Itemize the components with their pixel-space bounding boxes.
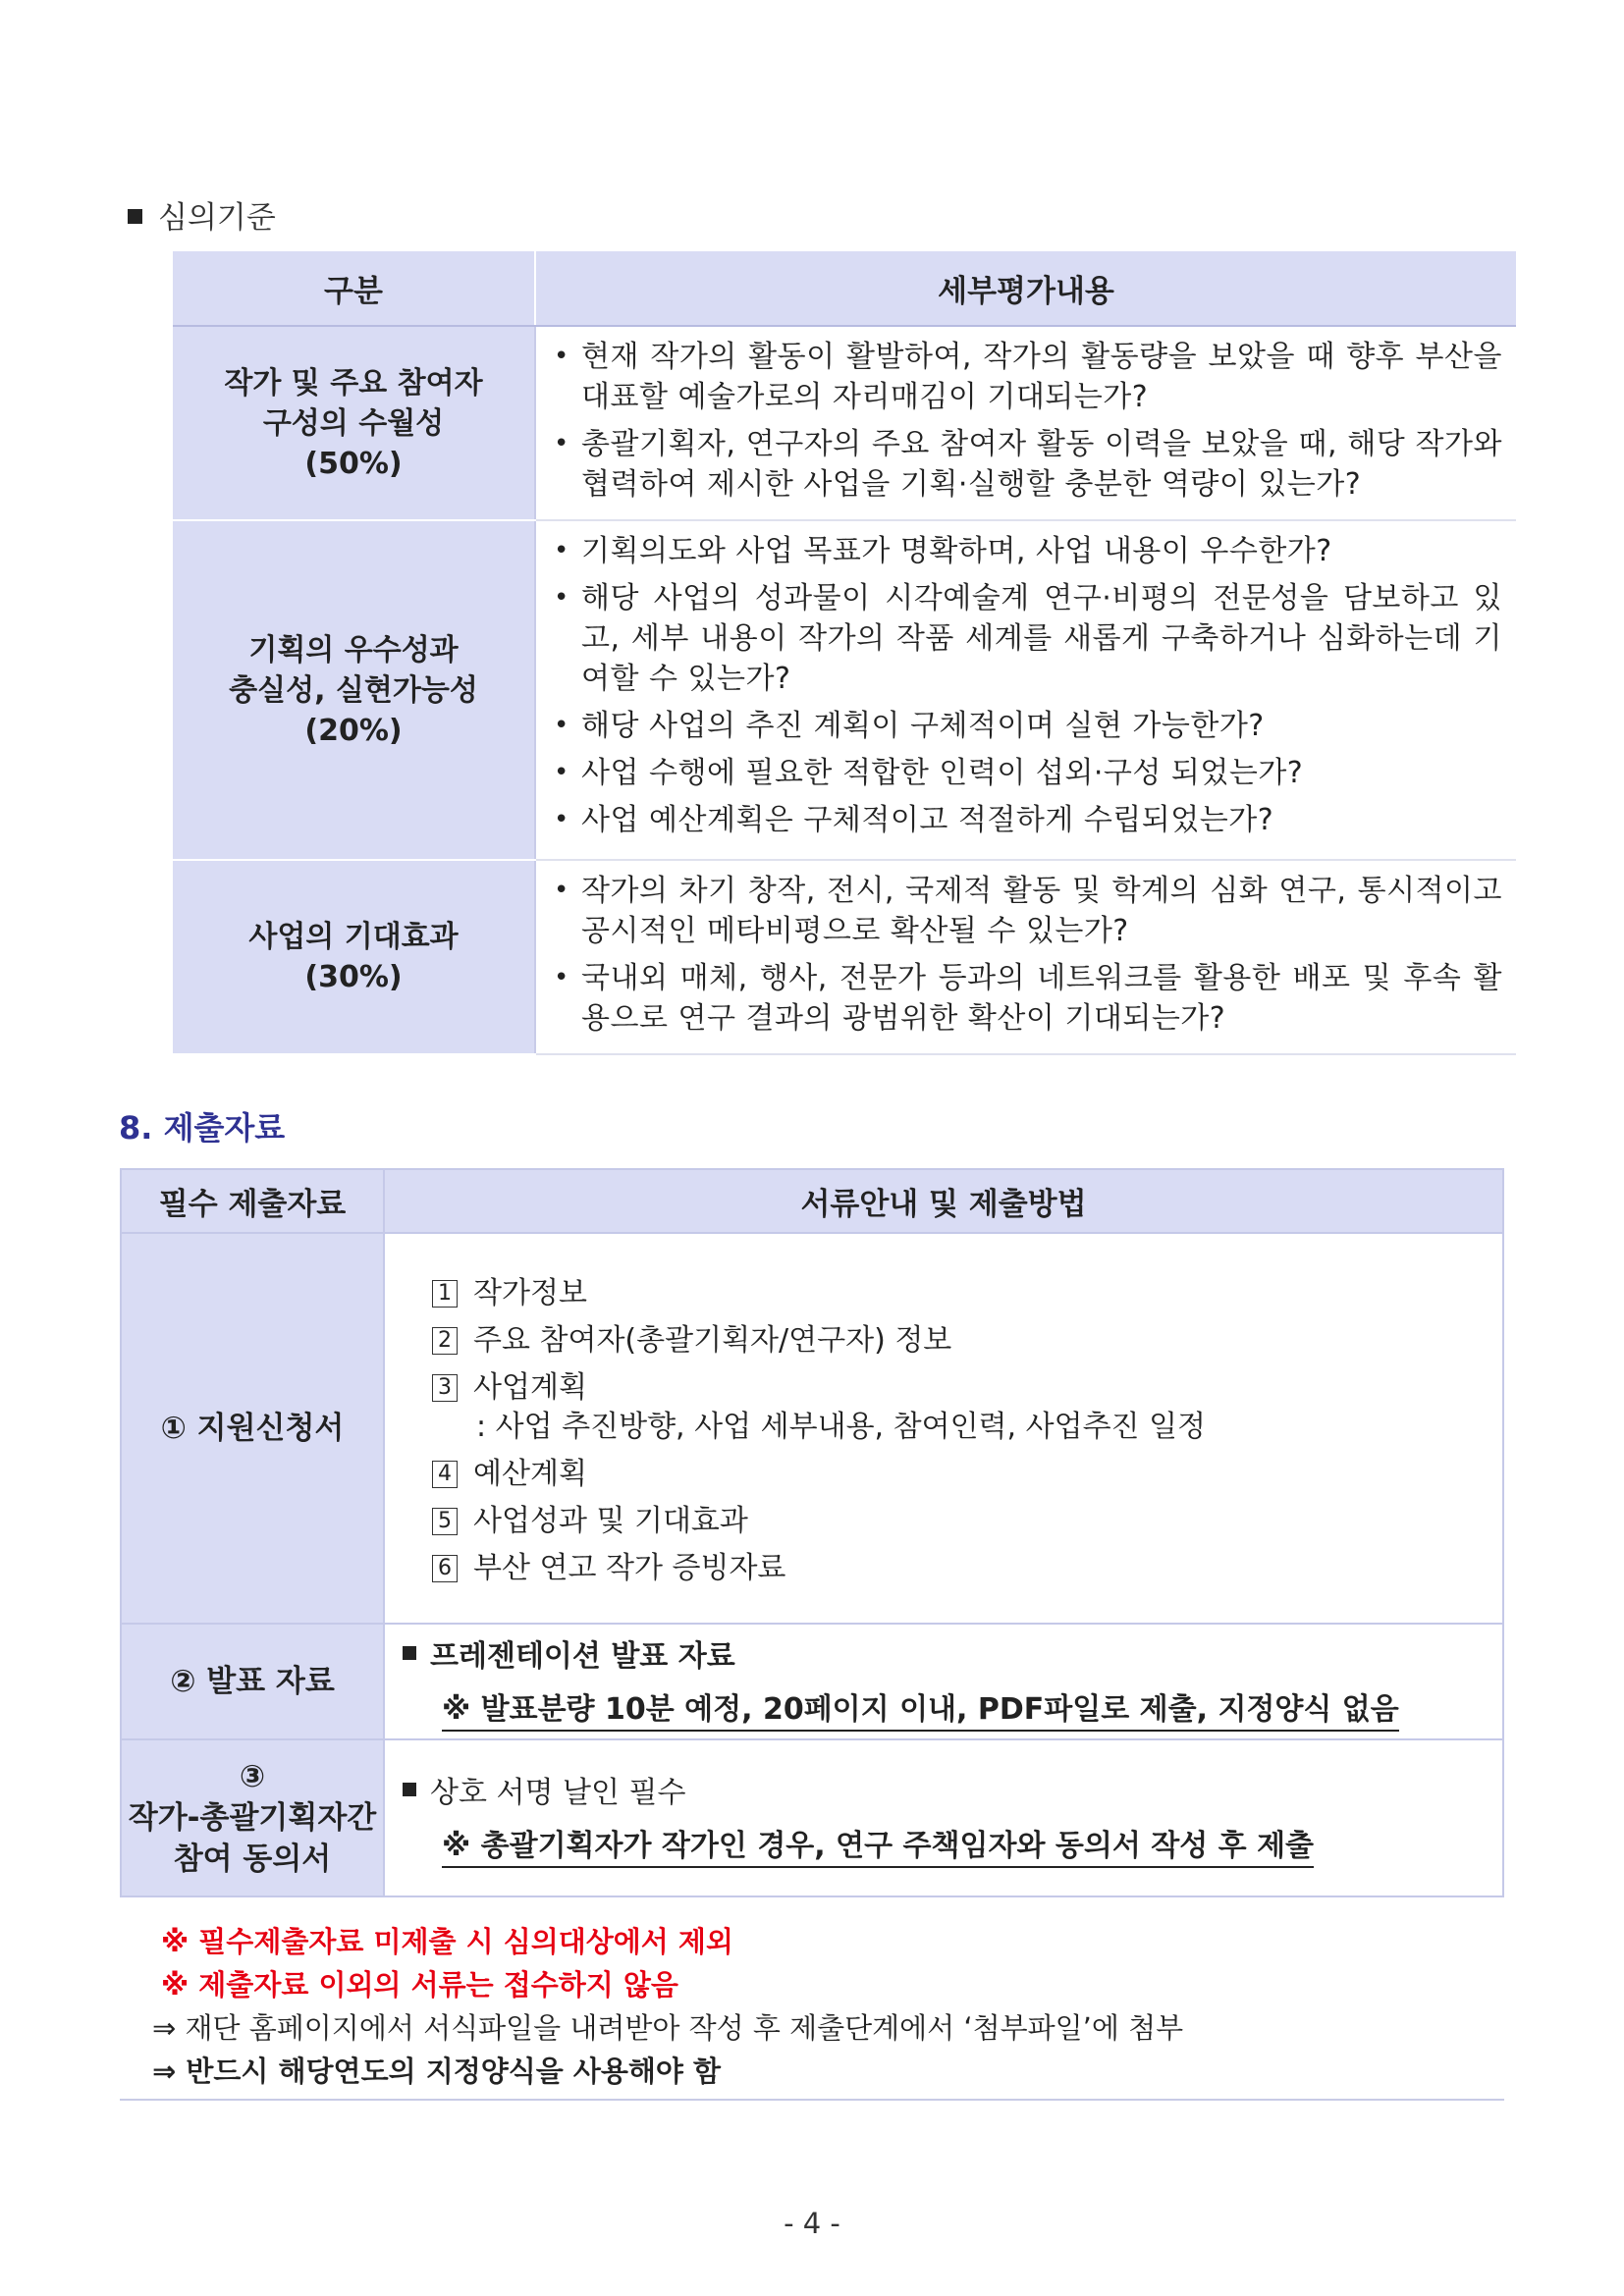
presentation-details [384,1624,1503,1739]
square-bullet-icon [403,1783,416,1796]
submission-row-agreement [121,1739,1503,1896]
criteria-item: • 작가의 차기 창작, 전시, 국제적 활동 및 학계의 심화 연구, 통시적이고 공시적인 메타비평으로 확산될 수 있는가? [554,871,1502,951]
application-details [384,1233,1503,1624]
criteria-item: • 국내외 매체, 행사, 전문가 등과의 네트워크를 활용한 배포 및 후속 활용으로 연구 결과의 광범위한 확산이 기대되는가? [554,958,1502,1039]
criteria-row [173,520,1516,860]
presentation-item: 프레젠테이션 발표 자료 [385,1631,1502,1675]
agreement-details [384,1739,1503,1896]
numbered-box-icon: 6 [432,1555,458,1582]
criteria-row [173,860,1516,1054]
list-item-subtext: : 사업 추진방향, 사업 세부내용, 참여인력, 사업추진 일정 [476,1410,1207,1444]
presentation-label: ② 발표 자료 [121,1624,384,1739]
criteria-header-category: 구분 [173,251,535,326]
criteria-item: • 해당 사업의 추진 계획이 구체적이며 실현 가능한가? [554,706,1502,746]
guide-note: ⇒ 반드시 해당연도의 지정양식을 사용해야 함 [152,2055,722,2088]
numbered-box-icon: 1 [432,1280,458,1308]
criteria-details [535,326,1516,520]
criteria-item: • 해당 사업의 성과물이 시각예술계 연구·비평의 전문성을 담보하고 있고, 세부 내용이 작가의 작품 세계를 새롭게 구축하거나 심화하는데 기여할 수 있는가? [554,578,1502,699]
criteria-item: • 사업 예산계획은 구체적이고 적절하게 수립되었는가? [554,800,1502,840]
numbered-box-icon: 5 [432,1508,458,1535]
criteria-item: • 사업 수행에 필요한 적합한 인력이 섭외·구성 되었는가? [554,753,1502,793]
criteria-heading: 심의기준 [128,192,276,237]
application-label: ① 지원신청서 [121,1233,384,1624]
presentation-note: ※ 발표분량 10분 예정, 20페이지 이내, PDF파일로 제출, 지정양식 없음 [442,1684,1399,1732]
page-number: - 4 - [784,2207,840,2240]
square-bullet-icon [403,1646,416,1660]
numbered-box-icon: 4 [432,1461,458,1488]
agreement-label: ③ 작가-총괄기획자간 참여 동의서 [121,1739,384,1896]
list-item: 3 사업계획 [432,1369,1502,1407]
submission-header-guide: 서류안내 및 제출방법 [384,1169,1503,1233]
numbered-box-icon: 2 [432,1327,458,1355]
divider [120,2099,1504,2101]
section-title: 8. 제출자료 [119,1109,286,1147]
submission-row-application [121,1233,1503,1624]
square-bullet-icon [128,209,142,224]
submission-table [120,1168,1504,1897]
list-item: 6 부산 연고 작가 증빙자료 [432,1550,1502,1587]
criteria-details [535,860,1516,1054]
guide-note: ⇒ 재단 홈페이지에서 서식파일을 내려받아 작성 후 제출단계에서 ‘첨부파일’에 첨부 [152,2011,1184,2045]
criteria-row [173,326,1516,520]
submission-header-row [121,1169,1503,1233]
submission-row-presentation [121,1624,1503,1739]
criteria-header-row [173,251,1516,326]
criteria-table [173,251,1516,1055]
criteria-category: 작가 및 주요 참여자 구성의 수월성 (50%) [173,326,535,520]
submission-header-required: 필수 제출자료 [121,1169,384,1233]
numbered-box-icon: 3 [432,1374,458,1402]
warning-note: ※ 제출자료 이외의 서류는 접수하지 않음 [161,1968,678,2002]
criteria-item: • 현재 작가의 활동이 활발하여, 작가의 활동량을 보았을 때 향후 부산을 대표할 예술가로의 자리매김이 기대되는가? [554,337,1502,417]
warning-note: ※ 필수제출자료 미제출 시 심의대상에서 제외 [161,1925,733,1958]
list-item: 5 사업성과 및 기대효과 [432,1503,1502,1540]
agreement-note: ※ 총괄기획자가 작가인 경우, 연구 주책임자와 동의서 작성 후 제출 [442,1821,1314,1868]
criteria-item: • 총괄기획자, 연구자의 주요 참여자 활동 이력을 보았을 때, 해당 작가와 협력하여 제시한 사업을 기획·실행할 충분한 역량이 있는가? [554,424,1502,505]
criteria-details [535,520,1516,860]
criteria-category: 사업의 기대효과 (30%) [173,860,535,1054]
criteria-item: • 기획의도와 사업 목표가 명확하며, 사업 내용이 우수한가? [554,531,1502,571]
list-item: 4 예산계획 [432,1456,1502,1493]
agreement-item: 상호 서명 날인 필수 [385,1768,1502,1811]
list-item: 2 주요 참여자(총괄기획자/연구자) 정보 [432,1322,1502,1360]
criteria-header-details: 세부평가내용 [535,251,1516,326]
criteria-category: 기획의 우수성과 충실성, 실현가능성 (20%) [173,520,535,860]
list-item: 1 작가정보 [432,1275,1502,1312]
